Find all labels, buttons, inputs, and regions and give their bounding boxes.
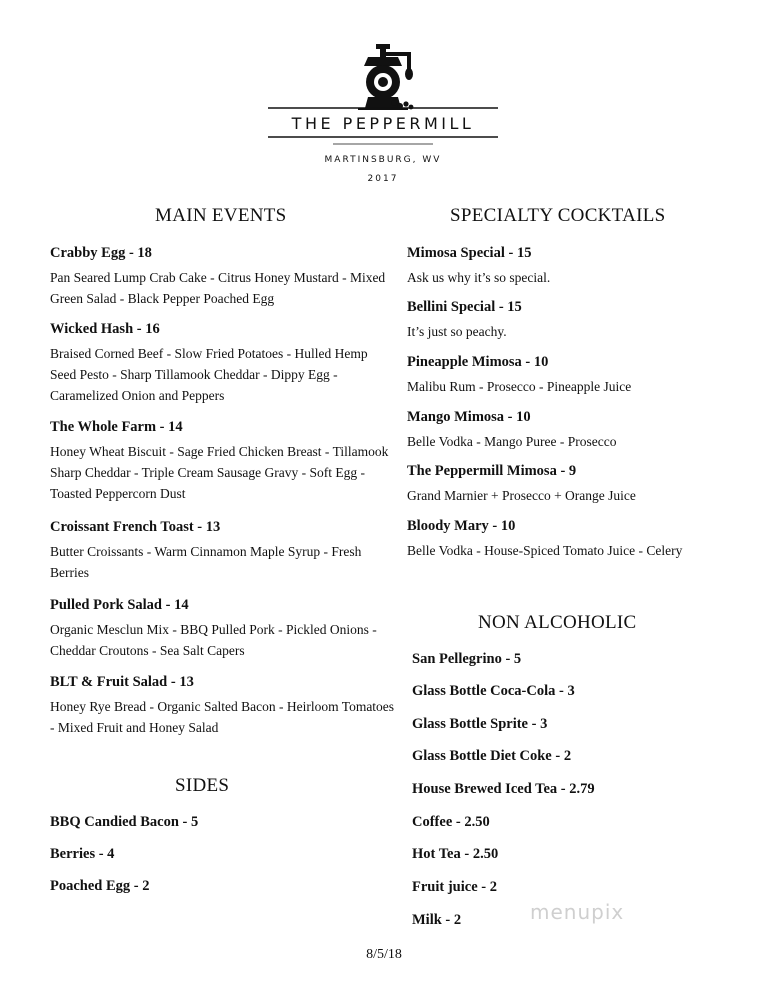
item-name: Bellini Special - 15	[407, 299, 522, 315]
year: 2017	[367, 174, 399, 184]
menu-item	[407, 408, 707, 452]
menu-item	[50, 673, 395, 738]
item-description: Belle Vodka - Mango Puree - Prosecco	[407, 434, 617, 449]
item-name: The Peppermill Mimosa - 9	[407, 463, 577, 479]
menu-item	[407, 353, 707, 397]
item-name: Croissant French Toast - 13	[50, 519, 221, 535]
drink-item: House Brewed Iced Tea - 2.79	[412, 781, 595, 797]
drink-item: San Pellegrino - 5	[412, 651, 522, 667]
main-events-heading: MAIN EVENTS	[155, 205, 287, 226]
item-description: Ask us why it’s so special.	[407, 270, 551, 285]
side-item: Poached Egg - 2	[50, 878, 150, 894]
menu-date: 8/5/18	[366, 947, 402, 962]
brand-name: THE PEPPERMILL	[291, 114, 475, 133]
item-description: It’s just so peachy.	[407, 324, 507, 339]
item-name: Pineapple Mimosa - 10	[407, 354, 549, 370]
menu-item	[407, 517, 707, 561]
non-alcoholic-heading: NON ALCOHOLIC	[478, 612, 637, 633]
drink-item: Milk - 2	[412, 912, 462, 928]
menu-item	[407, 462, 707, 506]
item-name: The Whole Farm - 14	[50, 419, 183, 435]
item-name: BLT & Fruit Salad - 13	[50, 674, 194, 690]
restaurant-logo	[268, 42, 498, 192]
drink-item: Glass Bottle Sprite - 3	[412, 716, 548, 732]
drink-item: Glass Bottle Coca-Cola - 3	[412, 683, 575, 699]
item-description: Honey Rye Bread - Organic Salted Bacon - Heirloom Tomatoes - Mixed Fruit and Honey Salad	[50, 699, 395, 735]
item-name: Crabby Egg - 18	[50, 245, 152, 261]
item-description: Belle Vodka - House-Spiced Tomato Juice - Celery	[407, 543, 683, 558]
watermark: menupix	[530, 900, 625, 924]
menu-item	[407, 298, 707, 342]
drink-item: Glass Bottle Diet Coke - 2	[412, 748, 572, 764]
menu-item	[407, 244, 707, 288]
item-description: Organic Mesclun Mix - BBQ Pulled Pork - Pickled Onions - Cheddar Croutons - Sea Salt Capers	[50, 622, 377, 658]
menu-item	[50, 320, 395, 406]
item-name: Bloody Mary - 10	[407, 518, 516, 534]
menu-item	[50, 518, 395, 583]
menu-item	[50, 244, 395, 309]
item-description: Braised Corned Beef - Slow Fried Potatoes - Hulled Hemp Seed Pesto - Sharp Tillamook Cheddar - Dippy Egg - Caramelized Onion and Peppers	[50, 346, 368, 403]
item-name: Mimosa Special - 15	[407, 245, 532, 261]
location: MARTINSBURG, WV	[324, 155, 442, 165]
side-item: BBQ Candied Bacon - 5	[50, 814, 199, 830]
side-item: Berries - 4	[50, 846, 115, 862]
cocktails-heading: SPECIALTY COCKTAILS	[450, 205, 666, 226]
sides-heading: SIDES	[175, 775, 230, 796]
item-name: Wicked Hash - 16	[50, 321, 160, 337]
drink-item: Hot Tea - 2.50	[412, 846, 499, 862]
drink-item: Coffee - 2.50	[412, 814, 490, 830]
menu-item	[50, 596, 395, 661]
menu-item	[50, 418, 395, 504]
item-description: Grand Marnier + Prosecco + Orange Juice	[407, 488, 636, 503]
item-description: Pan Seared Lump Crab Cake - Citrus Honey Mustard - Mixed Green Salad - Black Pepper Poached Egg	[50, 270, 386, 306]
drink-item: Fruit juice - 2	[412, 879, 497, 895]
item-description: Malibu Rum - Prosecco - Pineapple Juice	[407, 379, 632, 394]
item-description: Butter Croissants - Warm Cinnamon Maple Syrup - Fresh Berries	[50, 544, 362, 580]
item-name: Pulled Pork Salad - 14	[50, 597, 189, 613]
peppermill-icon	[268, 42, 498, 152]
item-name: Mango Mimosa - 10	[407, 409, 531, 425]
item-description: Honey Wheat Biscuit - Sage Fried Chicken Breast - Tillamook Sharp Cheddar - Triple Cream Sausage Gravy - Soft Egg - Toasted Peppercorn Dust	[50, 444, 389, 501]
